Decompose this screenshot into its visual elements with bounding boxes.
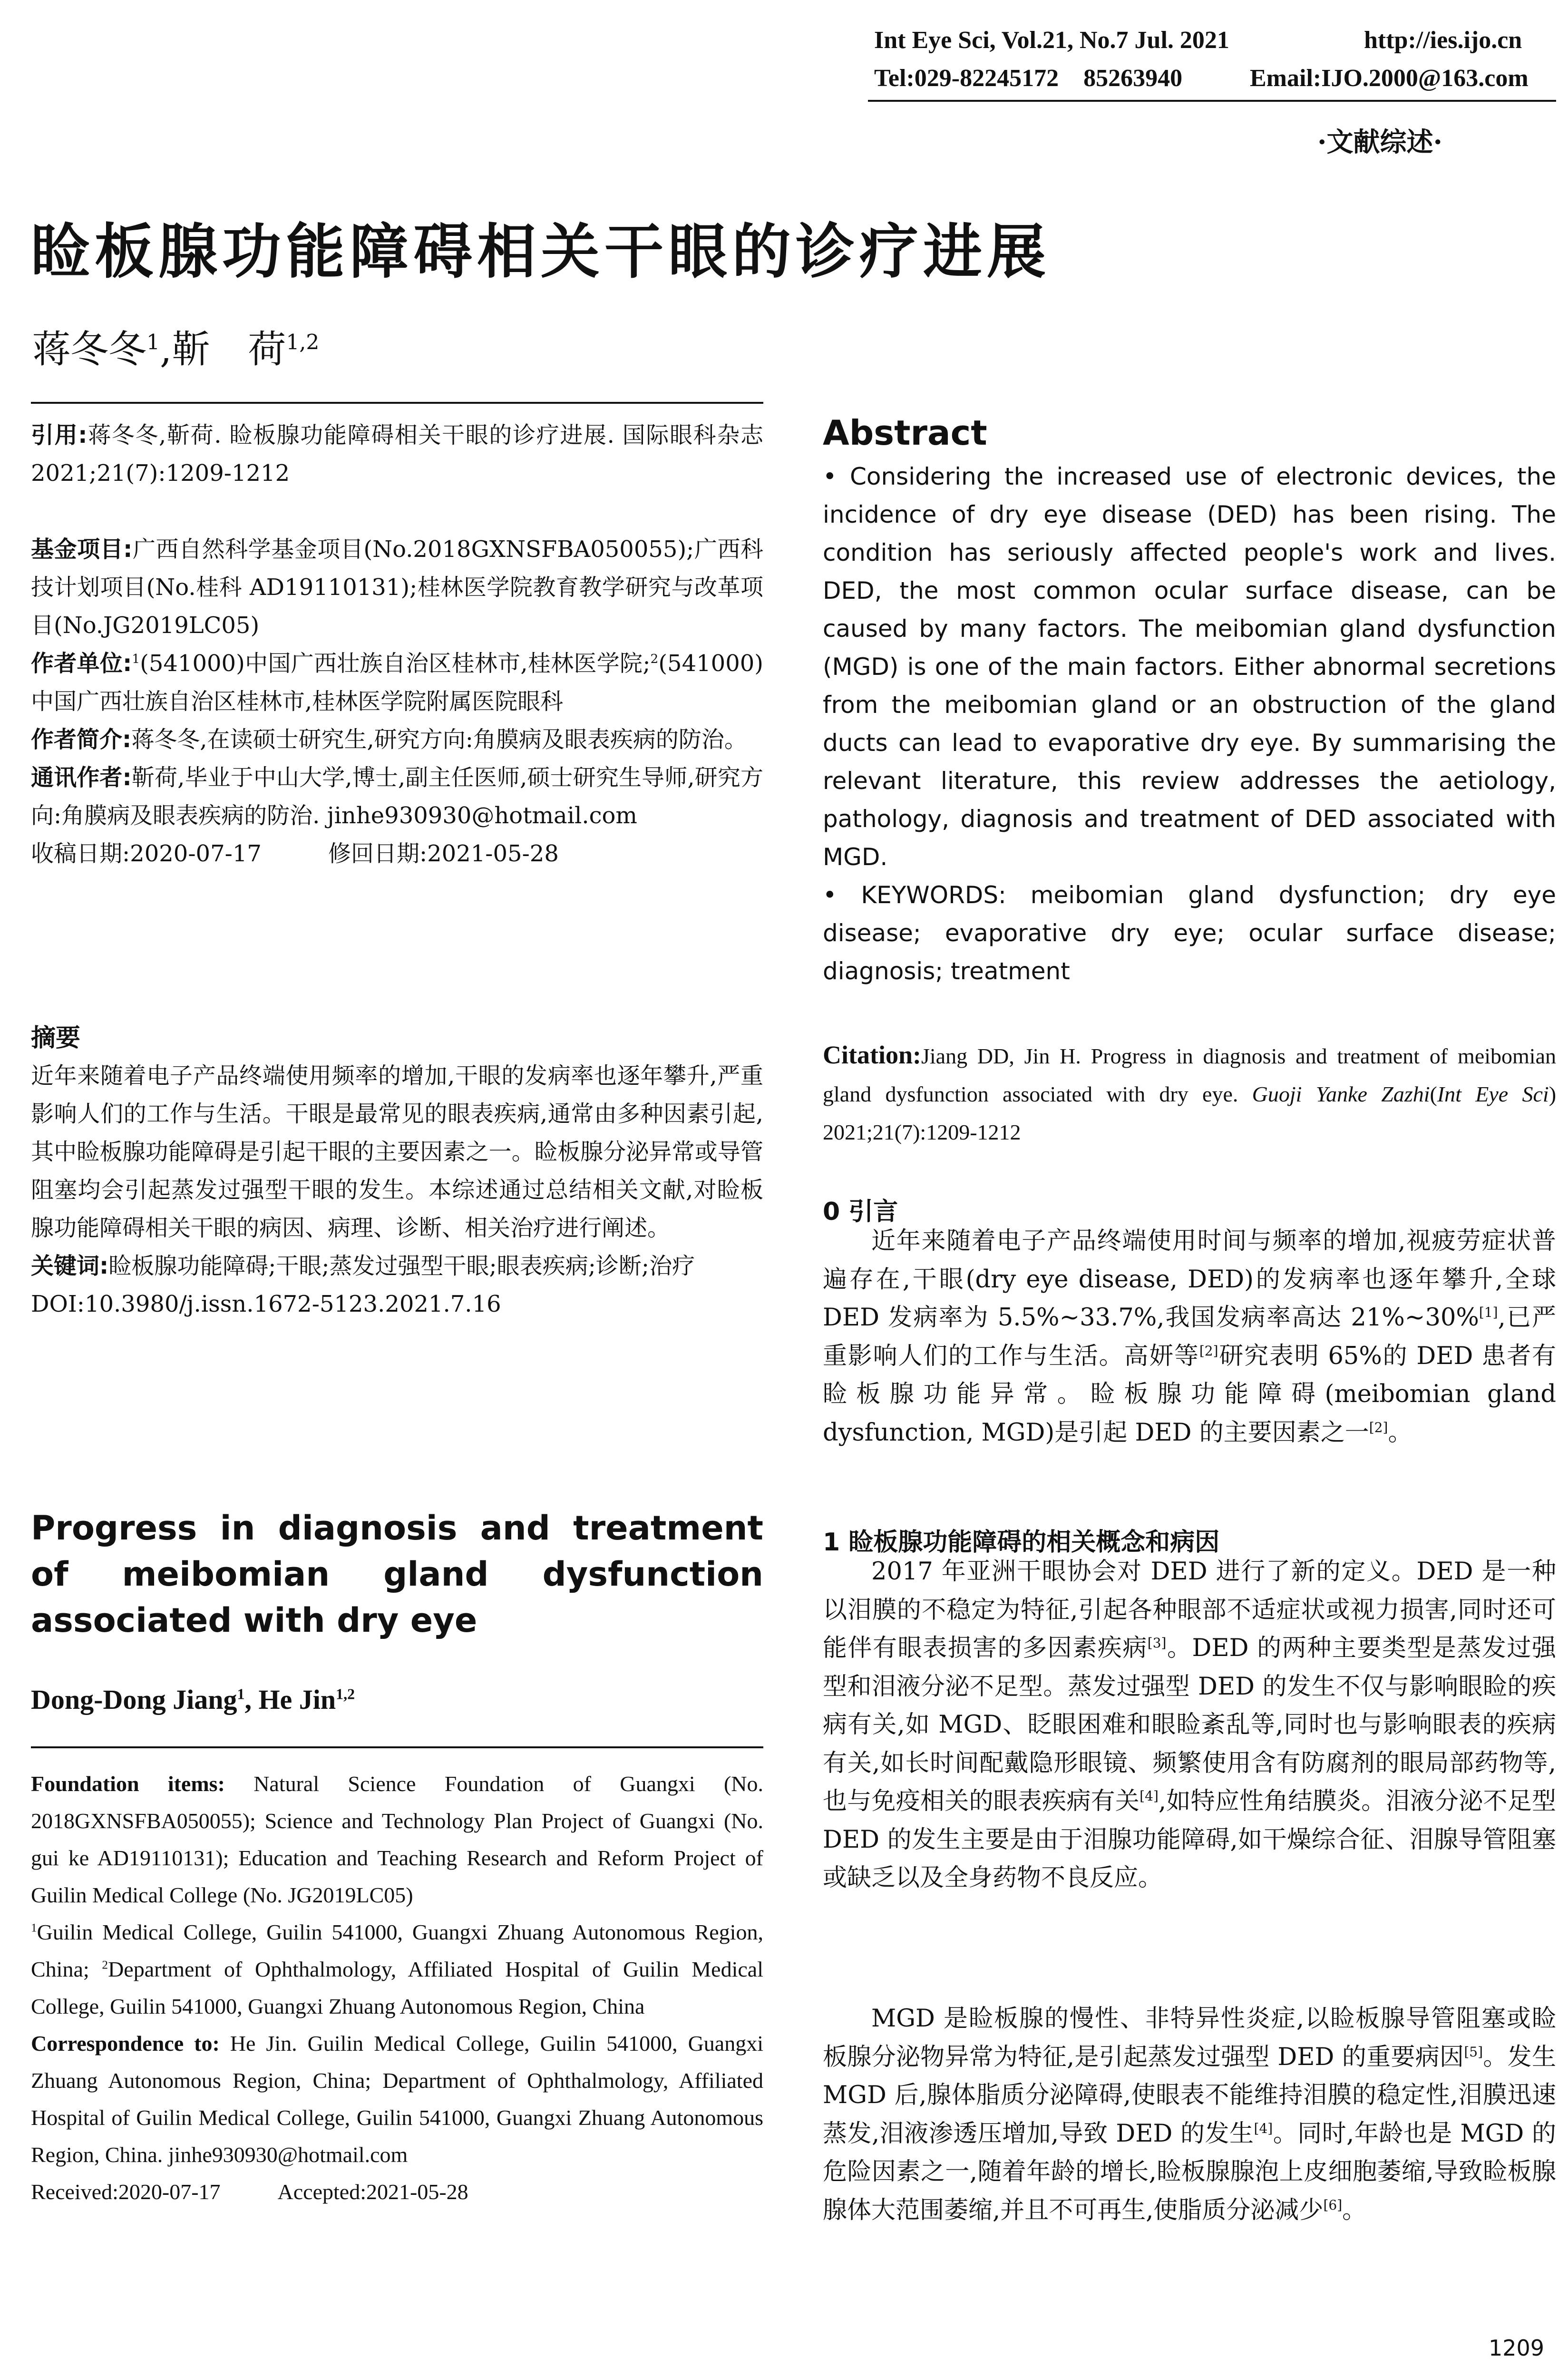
ref-3[interactable]: [3] [1147, 1635, 1167, 1651]
abstract-en-heading: Abstract [823, 413, 987, 453]
left-top-rule [31, 402, 763, 404]
author-2-en: , He Jin [244, 1684, 336, 1715]
section-1-p2-text-3: 。同时,年龄也是 MGD 的危险因素之一,随着年龄的增长,睑板腺腺泡上皮细胞萎缩,导致睑板腺腺体大范围萎缩,并且不可再生,使脂质分泌减少 [823, 2119, 1556, 2224]
author-2: 靳 荷 [172, 327, 286, 371]
section-0-text-2: ,已严重影响人们的工作与生活。高妍等 [823, 1304, 1556, 1370]
header-rule [868, 100, 1556, 102]
journal-tel: Tel:029-82245172 85263940 [874, 65, 1183, 92]
ref-2[interactable]: [2] [1199, 1343, 1218, 1359]
citation-journal-abbr: Int Eye Sci [1437, 1082, 1549, 1106]
cite-zh [31, 416, 763, 492]
cite-zh-text: 蒋冬冬,靳荷. 睑板腺功能障碍相关干眼的诊疗进展. 国际眼科杂志 2021;21(7):1209-1212 [31, 422, 763, 487]
keywords-en: • KEYWORDS: meibomian gland dysfunction; dry eye disease; evaporative dry eye; ocular surface disease; diagnosis; treatment [823, 881, 1556, 985]
author-1-affil: 1 [146, 330, 160, 355]
journal-email[interactable]: Email:IJO.2000@163.com [1250, 65, 1529, 92]
affiliation-en-sup-2: 2 [102, 1958, 108, 1972]
dates-zh [31, 835, 763, 873]
author-separator: , [160, 327, 172, 371]
left-mid-rule [31, 1746, 763, 1748]
affiliation-zh-text-2: (541000)中国广西壮族自治区桂林市,桂林医学院附属医院眼科 [31, 650, 763, 715]
foundation-en-text: Natural Science Foundation of Guangxi (No. 2018GXNSFBA050055); Science and Technology Plan Project of Guangxi (No. gui ke AD19110131); Education and Teaching Research and Reform Project of Guilin Medical College (No. JG2019LC05) [31, 1772, 763, 1907]
section-0-text-1: 近年来随着电子产品终端使用时间与频率的增加,视疲劳症状普遍存在,干眼(dry eye disease, DED)的发病率也逐年攀升,全球 DED 发病率为 5.5%~33.7%,我国发病率高达 21%~30% [823, 1227, 1556, 1332]
abstract-zh-heading: 摘要 [31, 1024, 81, 1052]
abstract-en [823, 458, 1556, 990]
foundation-zh [31, 530, 763, 644]
foundation-zh-text: 广西自然科学基金项目(No.2018GXNSFBA050055);广西科技计划项目(No.桂科 AD19110131);桂林医学院教育教学研究与改革项目(No.JG2019LC05) [31, 536, 763, 639]
affiliation-en-text-1: Guilin Medical College, Guilin 541000, Guangxi Zhuang Autonomous Region, China; [31, 1920, 763, 1981]
received-zh: 收稿日期:2020-07-17 [31, 840, 262, 867]
correspondence-en-text: He Jin. Guilin Medical College, Guilin 541000, Guangxi Zhuang Autonomous Region, China; Department of Ophthalmology, Affiliated Hospital of Guilin Medical College, Guilin 541000, Guangxi Zhuang Autonomous Region, China. jinhe930930@hotmail.com [31, 2031, 763, 2167]
affiliation-zh-sup-2: 2 [650, 652, 659, 666]
keywords-zh-label: 关键词: [31, 1253, 109, 1279]
abstract-en-text: • Considering the increased use of electronic devices, the incidence of dry eye disease (DED) has been rising. The condition has seriously affected people's work and lives. DED, the most common ocular surface disease, can be caused by many factors. The meibomian gland dysfunction (MGD) is one of the main factors. Either abnormal secretions from the meibomian gland or an obstruction of the gland ducts can lead to evaporative dry eye. By summarising the relevant literature, this review addresses the aetiology, pathology, diagnosis and treatment of DED associated with MGD. [823, 463, 1556, 871]
foundation-en-label: Foundation items: [31, 1772, 225, 1796]
affiliation-en-text-2: Department of Ophthalmology, Affiliated Hospital of Guilin Medical College, Guilin 541000, Guangxi Zhuang Autonomous Region, China [31, 1957, 763, 2018]
bio-zh-text: 蒋冬冬,在读硕士研究生,研究方向:角膜病及眼表疾病的防治。 [131, 726, 747, 753]
correspondence-zh-text: 靳荷,毕业于中山大学,博士,副主任医师,硕士研究生导师,研究方向:角膜病及眼表疾病的防治. jinhe930930@hotmail.com [31, 764, 763, 829]
author-1: 蒋冬冬 [32, 327, 146, 371]
affiliation-zh [31, 644, 763, 721]
article-title-zh: 睑板腺功能障碍相关干眼的诊疗进展 [31, 218, 1051, 286]
foundation-en [31, 1765, 763, 1914]
section-1-paragraph-1 [823, 1553, 1556, 1898]
affiliation-en-sup-1: 1 [31, 1921, 37, 1935]
authors-en [31, 1684, 355, 1715]
correspondence-zh-label: 通讯作者: [31, 764, 132, 791]
revised-zh: 修回日期:2021-05-28 [328, 840, 559, 867]
abstract-zh-text: 近年来随着电子产品终端使用频率的增加,干眼的发病率也逐年攀升,严重影响人们的工作与生活。干眼是最常见的眼表疾病,通常由多种因素引起,其中睑板腺功能障碍是引起干眼的主要因素之一。睑板腺分泌异常或导管阻塞均会引起蒸发过强型干眼的发生。本综述通过总结相关文献,对睑板腺功能障碍相关干眼的病因、病理、诊断、相关治疗进行阐述。 [31, 1062, 763, 1241]
bio-zh-label: 作者简介: [31, 726, 132, 753]
author-2-affil: 1,2 [286, 330, 320, 355]
citation-en-label: Citation: [823, 1041, 921, 1069]
section-1-p2-text-1: MGD 是睑板腺的慢性、非特异性炎症,以睑板腺导管阻塞或睑板腺分泌物异常为特征,是引起蒸发过强型 DED 的重要病因 [823, 2005, 1556, 2071]
keywords-zh [31, 1247, 763, 1285]
abstract-zh [31, 1057, 763, 1323]
author-1-en-affil: 1 [237, 1685, 245, 1703]
section-1-paragraph-2 [823, 2000, 1556, 2230]
section-0-text-4: 。 [1388, 1418, 1412, 1447]
authors-zh [32, 319, 319, 373]
article-title-en: Progress in diagnosis and treatment of meibomian gland dysfunction associated with dry eye [31, 1509, 763, 1640]
accepted-en: Accepted:2021-05-28 [277, 2180, 468, 2204]
dates-en [31, 2173, 763, 2211]
affiliation-en [31, 1914, 763, 2025]
section-tag: ·文献综述· [1317, 127, 1442, 158]
section-1-p1-text-3: ,如特应性角结膜炎。泪液分泌不足型 DED 的发生主要是由于泪腺功能障碍,如干燥综合征、泪腺导管阻塞或缺乏以及全身药物不良反应。 [823, 1787, 1556, 1892]
affiliation-zh-label: 作者单位: [31, 650, 132, 677]
ref-1[interactable]: [1] [1479, 1305, 1498, 1320]
received-en: Received:2020-07-17 [31, 2180, 221, 2204]
keywords-zh-text: 睑板腺功能障碍;干眼;蒸发过强型干眼;眼表疾病;诊断;治疗 [108, 1253, 695, 1279]
author-1-en: Dong-Dong Jiang [31, 1684, 237, 1715]
ref-2b[interactable]: [2] [1369, 1419, 1388, 1435]
section-1-p1-text-2: 。DED 的两种主要类型是蒸发过强型和泪液分泌不足型。蒸发过强型 DED 的发生不仅与影响眼睑的疾病有关,如 MGD、眨眼困难和眼睑紊乱等,同时也与影响眼表的疾病有关,如长时间配戴隐形眼镜、频繁使用含有防腐剂的眼局部药物等,也与免疫相关的眼表疾病有关 [823, 1634, 1556, 1815]
ref-4b[interactable]: [4] [1254, 2120, 1273, 2136]
author-2-en-affil: 1,2 [336, 1685, 355, 1703]
citation-en-text: Jiang DD, Jin H. Progress in diagnosis and treatment of meibomian gland dysfunction associated with dry eye. [823, 1044, 1556, 1106]
section-0-paragraph [823, 1222, 1556, 1452]
journal-url[interactable]: http://ies.ijo.cn [1364, 27, 1522, 54]
section-0-text-3: 研究表明 65%的 DED 患者有睑板腺功能异常。睑板腺功能障碍(meibomian gland dysfunction, MGD)是引起 DED 的主要因素之一 [823, 1342, 1556, 1447]
affiliation-zh-sup-1: 1 [132, 652, 140, 666]
journal-volume-line: Int Eye Sci, Vol.21, No.7 Jul. 2021 [874, 27, 1229, 54]
doi[interactable]: DOI:10.3980/j.issn.1672-5123.2021.7.16 [31, 1291, 501, 1317]
correspondence-zh [31, 759, 763, 835]
foundation-zh-label: 基金项目: [31, 536, 133, 563]
section-1-p2-text-4: 。 [1342, 2196, 1367, 2224]
left-meta-zh [31, 416, 763, 873]
section-1-p1-text-1: 2017 年亚洲干眼协会对 DED 进行了新的定义。DED 是一种以泪膜的不稳定为特征,引起各种眼部不适症状或视力损害,同时还可能伴有眼表损害的多因素疾病 [823, 1558, 1556, 1662]
correspondence-en-label: Correspondence to: [31, 2031, 220, 2056]
section-0-heading: 0 引言 [823, 1198, 898, 1226]
citation-en [823, 1036, 1556, 1151]
ref-5[interactable]: [5] [1464, 2044, 1483, 2060]
section-1-p2-text-2: 。发生 MGD 后,腺体脂质分泌障碍,使眼表不能维持泪膜的稳定性,泪膜迅速蒸发,泪液渗透压增加,导致 DED 的发生 [823, 2043, 1556, 2148]
section-1-heading: 1 睑板腺功能障碍的相关概念和病因 [823, 1528, 1220, 1557]
left-meta-en [31, 1765, 763, 2211]
correspondence-en [31, 2025, 763, 2173]
page-number: 1209 [1489, 2335, 1545, 2361]
ref-6[interactable]: [6] [1323, 2197, 1343, 2213]
cite-zh-label: 引用: [31, 422, 88, 448]
ref-4[interactable]: [4] [1139, 1788, 1159, 1804]
affiliation-zh-text-1: (541000)中国广西壮族自治区桂林市,桂林医学院; [140, 650, 651, 677]
bio-zh [31, 721, 763, 759]
citation-paren-open: ( [1430, 1082, 1437, 1106]
citation-journal: Guoji Yanke Zazhi [1252, 1082, 1430, 1106]
citation-en-tail: ) 2021;21(7):1209-1212 [823, 1082, 1557, 1144]
